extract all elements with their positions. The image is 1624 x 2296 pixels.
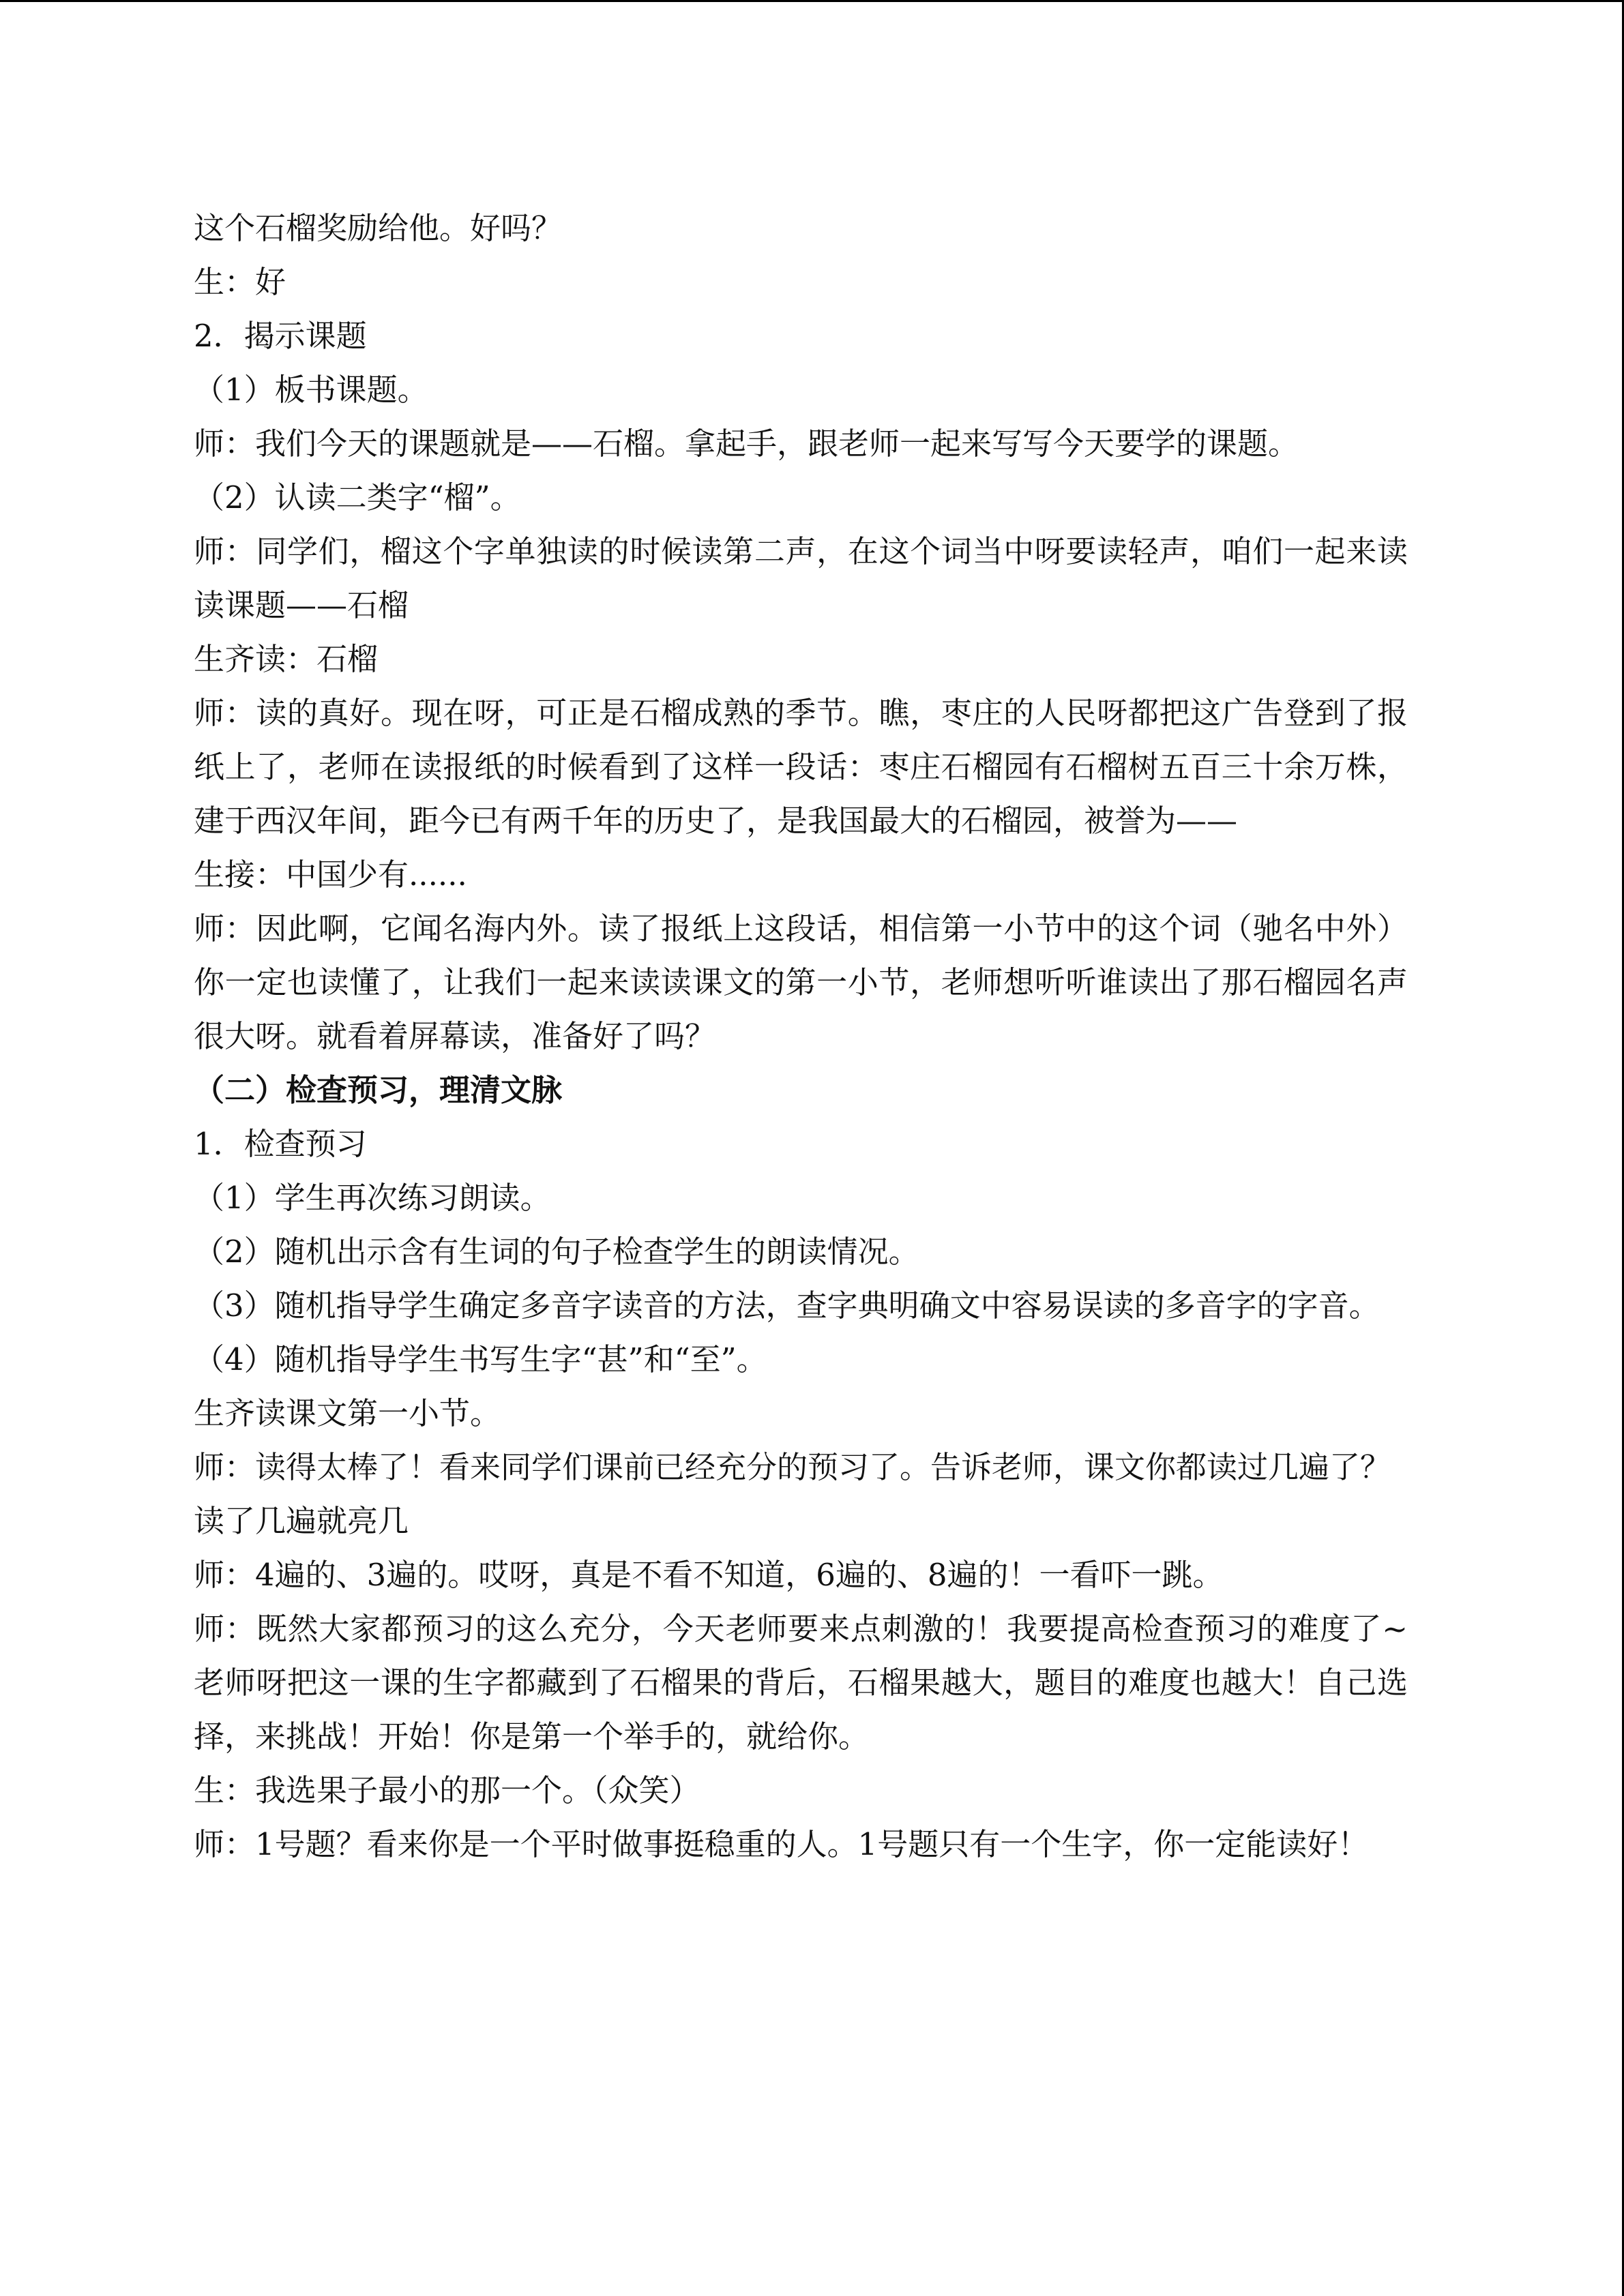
- paragraph-teacher-praise: 师：读得太棒了！看来同学们课前已经充分的预习了。告诉老师，课文你都读过几遍了？: [194, 1449, 1391, 1485]
- paragraph-read-character: （2）认读二类字“榴”。: [194, 479, 521, 516]
- paragraph-practice-reading: （1）学生再次练习朗读。: [194, 1180, 551, 1216]
- paragraph-write-characters: （4）随机指导学生书写生字“甚”和“至”。: [194, 1341, 767, 1377]
- paragraph-reveal-topic: 2．揭示课题: [194, 318, 367, 354]
- paragraph-show-sentences: （2）随机出示含有生词的句子检查学生的朗读情况。: [194, 1234, 919, 1270]
- paragraph-teacher-tone: 师：同学们，榴这个字单独读的时候读第二声，在这个词当中呀要读轻声，咱们一起来读读课题——石榴: [194, 533, 1408, 623]
- paragraph-board-title: （1）板书课题。: [194, 372, 428, 408]
- paragraph-reward: 这个石榴奖励给他。好吗？: [194, 210, 563, 246]
- paragraph-teacher-title: 师：我们今天的课题就是——石榴。拿起手，跟老师一起来写写今天要学的课题。: [194, 426, 1299, 462]
- paragraph-teacher-question-one: 师：1号题？看来你是一个平时做事挺稳重的人。1号题只有一个生字，你一定能读好！: [194, 1826, 1369, 1862]
- paragraph-teacher-counts: 师：4遍的、3遍的。哎呀，真是不看不知道，6遍的、8遍的！一看吓一跳。: [194, 1557, 1224, 1593]
- paragraph-teacher-newspaper: 师：读的真好。现在呀，可正是石榴成熟的季节。瞧，枣庄的人民呀都把这广告登到了报纸上了，老师在读报纸的时候看到了这样一段话：枣庄石榴园有石榴树五百三十余万株，建于西汉年间，距今已有两千年的历史了，是我国最大的石榴园，被誉为——: [194, 695, 1408, 839]
- paragraph-student-ok: 生：好: [194, 264, 286, 300]
- paragraph-students-read: 生齐读：石榴: [194, 641, 379, 677]
- paragraph-read-first-section: 生齐读课文第一小节。: [194, 1395, 501, 1431]
- document-body: [194, 201, 1408, 1871]
- paragraph-student-continue: 生接：中国少有......: [194, 856, 467, 893]
- section-heading-preview: （二）检查预习，理清文脉: [194, 1072, 563, 1108]
- paragraph-check-preview: 1．检查预习: [194, 1126, 367, 1162]
- paragraph-show-count: 读了几遍就亮几: [194, 1503, 409, 1539]
- paragraph-polyphonic: （3）随机指导学生确定多音字读音的方法，查字典明确文中容易误读的多音字的字音。: [194, 1287, 1380, 1324]
- paragraph-teacher-challenge: 师：既然大家都预习的这么充分，今天老师要来点刺激的！我要提高检查预习的难度了~老师呀把这一课的生字都藏到了石榴果的背后，石榴果越大，题目的难度也越大！自己选择，来挑战！开始！你是第一个举手的，就给你。: [194, 1611, 1408, 1755]
- paragraph-teacher-famous: 师：因此啊，它闻名海内外。读了报纸上这段话，相信第一小节中的这个词（驰名中外）你一定也读懂了，让我们一起来读读课文的第一小节，老师想听听谁读出了那石榴园名声很大呀。就看着屏幕读，准备好了吗？: [194, 910, 1408, 1054]
- paragraph-student-choice: 生：我选果子最小的那一个。（众笑）: [194, 1772, 700, 1808]
